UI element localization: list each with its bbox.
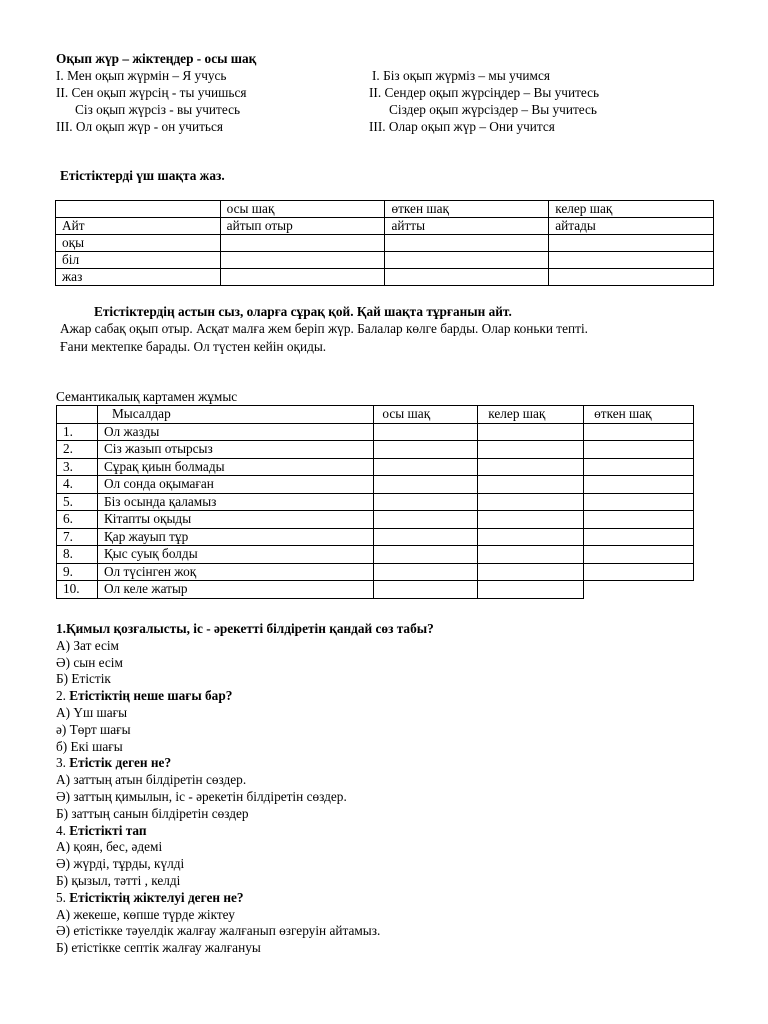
- example-cell: Ол түсінген жоқ: [97, 563, 373, 581]
- header-left-3: Сіз оқып жүрсіз - вы учитесь: [75, 102, 241, 117]
- quiz-option: Б) заттың санын білдіретін сөздер: [56, 805, 249, 821]
- answer-cell: [478, 563, 584, 581]
- quiz-option: А) Зат есім: [56, 637, 119, 653]
- empty-cell: [584, 581, 694, 599]
- question-number: 3.: [56, 755, 70, 771]
- quiz-option: б) Екі шағы: [56, 738, 123, 754]
- answer-cell: [374, 528, 478, 546]
- row-number: 1.: [57, 423, 98, 441]
- question-text: Етістікті тап: [69, 822, 147, 838]
- quiz-option: А) Үш шағы: [56, 704, 128, 720]
- quiz-section: [56, 621, 434, 957]
- example-cell: Ол сонда оқымаған: [97, 476, 373, 494]
- quiz-question: [56, 621, 434, 638]
- question-text: Етістіктің жіктелуі деген не?: [69, 889, 244, 905]
- quiz-option: Ә) жүрді, тұрды, күлді: [56, 856, 185, 872]
- answer-cell: [584, 441, 694, 459]
- answer-cell: [584, 458, 694, 476]
- table-row: [57, 581, 694, 599]
- table-header-row: [57, 406, 694, 424]
- answer-cell: [478, 546, 584, 564]
- table-row: [56, 269, 714, 286]
- answer-cell: [584, 423, 694, 441]
- table-row: [57, 546, 694, 564]
- task2-title: Етістіктердің астын сыз, оларға сұрақ қой. Қай шақта тұрғанын айт.: [94, 304, 512, 319]
- table-cell: айтады: [549, 218, 714, 235]
- table-cell: жаз: [56, 269, 221, 286]
- table-cell: [385, 269, 549, 286]
- answer-cell: [374, 563, 478, 581]
- question-number: 1.: [56, 621, 66, 636]
- example-cell: Сұрақ қиын болмады: [97, 458, 373, 476]
- row-number: 7.: [57, 528, 98, 546]
- header-right-4: III. Олар оқып жүр – Они учится: [369, 119, 555, 134]
- question-number: 2.: [56, 688, 70, 704]
- table-cell: [385, 235, 549, 252]
- quiz-option: ә) Төрт шағы: [56, 721, 131, 737]
- header-right-3: Сіздер оқып жүрсіздер – Вы учитесь: [389, 102, 597, 117]
- task1-title: Етістіктерді үш шақта жаз.: [60, 168, 225, 183]
- quiz-option: А) жекеше, көпше түрде жіктеу: [56, 906, 235, 922]
- table-cell: [549, 269, 714, 286]
- question-number: 5.: [56, 889, 70, 905]
- table-cell: [385, 252, 549, 269]
- conjugation-table: [55, 200, 714, 286]
- table-header-cell: келер шақ: [478, 406, 584, 424]
- table-row: [57, 563, 694, 581]
- example-cell: Кітапты оқыды: [97, 511, 373, 529]
- table-row: [57, 458, 694, 476]
- table-cell: [220, 235, 385, 252]
- table-header-cell: Мысалдар: [97, 406, 373, 424]
- header-right-2: II. Сендер оқып жүрсіңдер – Вы учитесь: [369, 85, 600, 100]
- answer-cell: [478, 423, 584, 441]
- answer-cell: [584, 511, 694, 529]
- table-cell: оқы: [56, 235, 221, 252]
- quiz-option: Ә) сын есім: [56, 654, 123, 670]
- example-cell: Ол келе жатыр: [97, 581, 373, 599]
- table-header-cell: өткен шақ: [385, 201, 549, 218]
- row-number: 8.: [57, 546, 98, 564]
- answer-cell: [374, 581, 478, 599]
- answer-cell: [584, 493, 694, 511]
- answer-cell: [478, 441, 584, 459]
- table-cell: айтты: [385, 218, 549, 235]
- header-title: Оқып жүр – жіктеңдер - осы шақ: [56, 51, 257, 66]
- table-row: [57, 511, 694, 529]
- quiz-option: А) қоян, бес, әдемі: [56, 839, 163, 855]
- table-header-cell: осы шақ: [220, 201, 385, 218]
- answer-cell: [584, 528, 694, 546]
- task3-title: Семантикалық картамен жұмыс: [56, 389, 238, 404]
- question-text: Етістіктің неше шағы бар?: [69, 688, 233, 704]
- question-text: Етістік деген не?: [69, 755, 172, 771]
- answer-cell: [478, 528, 584, 546]
- answer-cell: [478, 476, 584, 494]
- table-header-row: [56, 201, 714, 218]
- question-number: 4.: [56, 822, 70, 838]
- table-header-cell: өткен шақ: [584, 406, 694, 424]
- table-cell: [549, 252, 714, 269]
- table-header-cell: келер шақ: [549, 201, 714, 218]
- answer-cell: [374, 493, 478, 511]
- table-cell: [220, 269, 385, 286]
- quiz-option: Ә) етістікке тәуелдік жалғау жалғанып өзгеруін айтамыз.: [56, 923, 381, 939]
- answer-cell: [374, 476, 478, 494]
- table-cell: Айт: [56, 218, 221, 235]
- answer-cell: [478, 511, 584, 529]
- answer-cell: [478, 493, 584, 511]
- task2-line-1: Ажар сабақ оқып отыр. Асқат малға жем беріп жүр. Балалар көлге барды. Олар коньки тепті.: [60, 321, 588, 336]
- answer-cell: [584, 563, 694, 581]
- answer-cell: [374, 546, 478, 564]
- table-row: [57, 493, 694, 511]
- answer-cell: [584, 546, 694, 564]
- task2-line-2: Ғани мектепке барады. Ол түстен кейін оқиды.: [60, 339, 327, 354]
- quiz-question: [56, 688, 434, 705]
- table-row: [57, 441, 694, 459]
- row-number: 5.: [57, 493, 98, 511]
- answer-cell: [478, 458, 584, 476]
- row-number: 2.: [57, 441, 98, 459]
- example-cell: Сіз жазып отырсыз: [97, 441, 373, 459]
- table-row: [56, 218, 714, 235]
- answer-cell: [478, 581, 584, 599]
- table-row: [57, 476, 694, 494]
- answer-cell: [584, 476, 694, 494]
- quiz-question: [56, 890, 434, 907]
- table-header-cell: осы шақ: [374, 406, 478, 424]
- header-left-4: III. Ол оқып жүр - он учиться: [56, 119, 223, 134]
- table-cell: біл: [56, 252, 221, 269]
- table-row: [56, 235, 714, 252]
- quiz-option: Б) Етістік: [56, 671, 111, 687]
- header-left-2: II. Сен оқып жүрсің - ты учишься: [56, 85, 247, 100]
- row-number: 4.: [57, 476, 98, 494]
- header-left-1: I. Мен оқып жүрмін – Я учусь: [56, 68, 227, 83]
- example-cell: Қар жауып тұр: [97, 528, 373, 546]
- answer-cell: [374, 423, 478, 441]
- quiz-option: Б) қызыл, тәтті , келді: [56, 872, 181, 888]
- example-cell: Ол жазды: [97, 423, 373, 441]
- quiz-option: А) заттың атын білдіретін сөздер.: [56, 772, 247, 788]
- question-text: Қимыл қозғалысты, іс - әрекетті білдіретін қандай сөз табы?: [65, 621, 434, 636]
- table-cell: [220, 252, 385, 269]
- header-right-1: I. Біз оқып жүрміз – мы учимся: [372, 68, 550, 83]
- semantic-map-table: [56, 405, 694, 599]
- quiz-option: Б) етістікке септік жалғау жалғануы: [56, 940, 261, 956]
- answer-cell: [374, 441, 478, 459]
- quiz-question: [56, 755, 434, 772]
- row-number: 10.: [57, 581, 98, 599]
- answer-cell: [374, 458, 478, 476]
- table-row: [57, 423, 694, 441]
- table-cell: айтып отыр: [220, 218, 385, 235]
- quiz-option: Ә) заттың қимылын, іс - әрекетін білдіретін сөздер.: [56, 788, 347, 804]
- example-cell: Біз осында қаламыз: [97, 493, 373, 511]
- table-cell: [549, 235, 714, 252]
- example-cell: Қыс суық болды: [97, 546, 373, 564]
- table-row: [57, 528, 694, 546]
- row-number: 9.: [57, 563, 98, 581]
- table-header-cell: [56, 201, 221, 218]
- row-number: 6.: [57, 511, 98, 529]
- quiz-question: [56, 823, 434, 840]
- table-row: [56, 252, 714, 269]
- row-number: 3.: [57, 458, 98, 476]
- answer-cell: [374, 511, 478, 529]
- table-header-cell: [57, 406, 98, 424]
